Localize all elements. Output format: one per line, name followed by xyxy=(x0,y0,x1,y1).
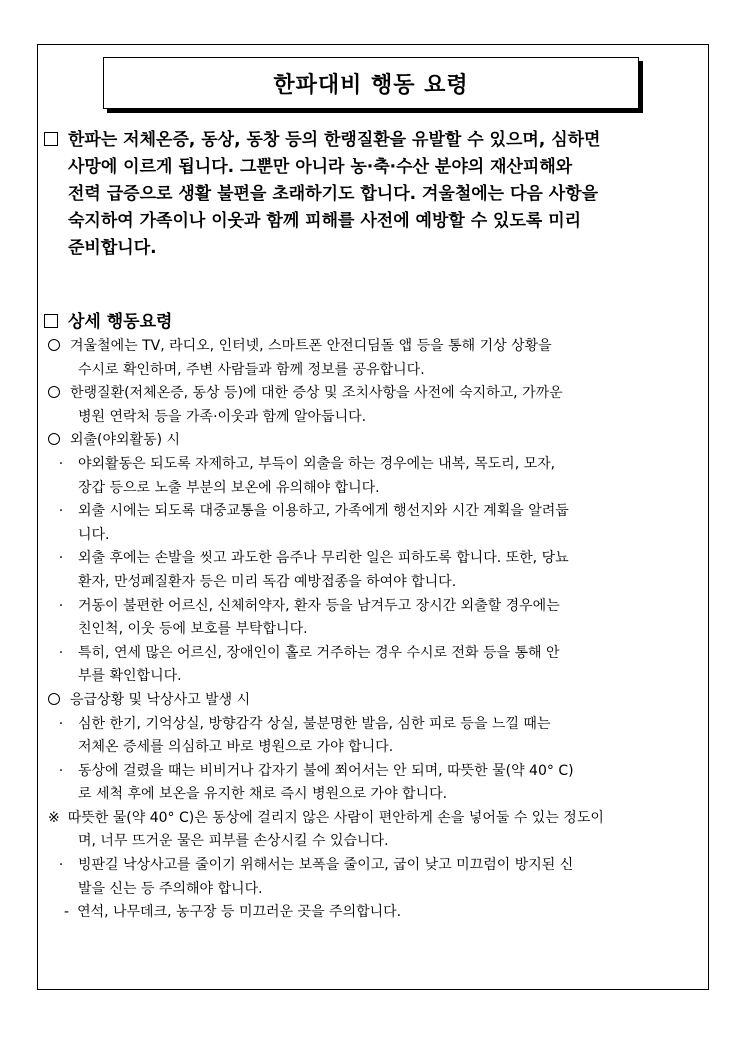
document-frame xyxy=(37,44,709,990)
dot-bullet-icon: · xyxy=(58,455,64,472)
dot-bullet-icon: · xyxy=(58,644,64,661)
item-text: 거동이 불편한 어르신, 신체허약자, 환자 등을 남겨두고 장시간 외출할 경우에는 xyxy=(78,597,560,614)
item-line xyxy=(42,524,706,548)
item-text: 로 세척 후에 보온을 유지한 채로 즉시 병원으로 가야 합니다. xyxy=(78,786,448,803)
dash-bullet-icon: - xyxy=(64,904,70,921)
circle-bullet-icon xyxy=(48,693,60,705)
item-text: 발을 신는 등 주의해야 합니다. xyxy=(78,880,263,897)
item-line xyxy=(42,807,706,831)
dot-bullet-icon: · xyxy=(58,597,64,614)
item-line xyxy=(42,453,706,477)
square-bullet-icon xyxy=(44,314,58,328)
item-line xyxy=(42,642,706,666)
item-text: 수시로 확인하며, 주변 사람들과 함께 정보를 공유합니다. xyxy=(78,361,425,378)
dot-bullet-icon: · xyxy=(58,550,64,567)
item-line xyxy=(42,713,706,737)
item-text: 외출(야외활동) 시 xyxy=(70,432,181,449)
item-text: 야외활동은 되도록 자제하고, 부득이 외출을 하는 경우에는 내복, 목도리, 모자, xyxy=(78,455,556,472)
item-line xyxy=(42,901,706,925)
item-line xyxy=(42,500,706,524)
item-line xyxy=(42,736,706,760)
item-text: 며, 너무 뜨거운 물은 피부를 손상시킬 수 있습니다. xyxy=(78,833,389,850)
item-text: 한랭질환(저체온증, 동상 등)에 대한 증상 및 조치사항을 사전에 숙지하고, 가까운 xyxy=(70,385,563,402)
item-text: 병원 연락처 등을 가족·이웃과 함께 알아둡니다. xyxy=(78,408,367,425)
item-line xyxy=(42,571,706,595)
intro-line: 사망에 이르게 됩니다. 그뿐만 아니라 농·축·수산 분야의 재산피해와 xyxy=(68,157,573,177)
square-bullet-icon xyxy=(44,132,58,146)
item-line xyxy=(42,547,706,571)
item-line xyxy=(42,618,706,642)
item-text: 외출 시에는 되도록 대중교통을 이용하고, 가족에게 행선지와 시간 계획을 알려둡 xyxy=(78,503,569,520)
item-line xyxy=(42,783,706,807)
item-line xyxy=(42,689,706,713)
item-text: 응급상황 및 낙상사고 발생 시 xyxy=(70,691,251,708)
item-text: 부를 확인합니다. xyxy=(78,668,182,685)
dot-bullet-icon: · xyxy=(58,503,64,520)
item-line xyxy=(42,429,706,453)
circle-bullet-icon xyxy=(48,386,60,398)
section-heading: 상세 행동요령 xyxy=(42,307,172,332)
intro-line: 준비합니다. xyxy=(68,238,157,258)
item-text: 동상에 걸렸을 때는 비비거나 갑자기 불에 쬐어서는 안 되며, 따뜻한 물(약 40° C) xyxy=(78,762,574,779)
item-text: 특히, 연세 많은 어르신, 장애인이 홀로 거주하는 경우 수시로 전화 등을 통해 안 xyxy=(78,644,560,661)
action-items xyxy=(42,335,706,925)
circle-bullet-icon xyxy=(48,339,60,351)
item-text: 친인척, 이웃 등에 보호를 부탁합니다. xyxy=(78,621,308,638)
item-line xyxy=(42,359,706,383)
item-line xyxy=(42,760,706,784)
dot-bullet-icon: · xyxy=(58,762,64,779)
item-line xyxy=(42,595,706,619)
item-line xyxy=(42,335,706,359)
title-box xyxy=(103,57,639,109)
item-text: 저체온 증세를 의심하고 바로 병원으로 가야 합니다. xyxy=(78,739,394,756)
item-text: 연석, 나무데크, 농구장 등 미끄러운 곳을 주의합니다. xyxy=(77,904,402,921)
circle-bullet-icon xyxy=(48,433,60,445)
item-line xyxy=(42,406,706,430)
item-line xyxy=(42,830,706,854)
item-line xyxy=(42,477,706,501)
reference-mark-icon: ※ xyxy=(48,809,60,826)
item-line xyxy=(42,878,706,902)
document-title: 한파대비 행동 요령 xyxy=(273,72,469,98)
item-text: 외출 후에는 손발을 씻고 과도한 음주나 무리한 일은 피하도록 합니다. 또한, 당뇨 xyxy=(78,550,569,567)
item-text: 따뜻한 물(약 40° C)은 동상에 걸리지 않은 사람이 편안하게 손을 넣어둘 수 있는 정도이 xyxy=(67,809,604,826)
item-text: 심한 한기, 기억상실, 방향감각 상실, 불분명한 발음, 심한 피로 등을 느낄 때는 xyxy=(78,715,551,732)
item-line xyxy=(42,382,706,406)
item-text: 니다. xyxy=(78,526,110,543)
item-line xyxy=(42,854,706,878)
intro-line: 숙지하여 가족이나 이웃과 함께 피해를 사전에 예방할 수 있도록 미리 xyxy=(68,211,582,231)
item-line xyxy=(42,665,706,689)
dot-bullet-icon: · xyxy=(58,857,64,874)
item-text: 환자, 만성폐질환자 등은 미리 독감 예방접종을 하여야 합니다. xyxy=(78,573,457,590)
item-text: 장갑 등으로 노출 부분의 보온에 유의해야 합니다. xyxy=(78,479,380,496)
intro-paragraph xyxy=(42,127,706,262)
dot-bullet-icon: · xyxy=(58,715,64,732)
intro-line: 한파는 저체온증, 동상, 동창 등의 한랭질환을 유발할 수 있으며, 심하면 xyxy=(42,127,706,154)
intro-line: 전력 급증으로 생활 불편을 초래하기도 합니다. 겨울철에는 다음 사항을 xyxy=(68,184,599,204)
item-text: 겨울철에는 TV, 라디오, 인터넷, 스마트폰 안전디딤돌 앱 등을 통해 기상 상황을 xyxy=(70,338,552,354)
item-text: 빙판길 낙상사고를 줄이기 위해서는 보폭을 줄이고, 굽이 낮고 미끄럼이 방지된 신 xyxy=(78,857,574,874)
